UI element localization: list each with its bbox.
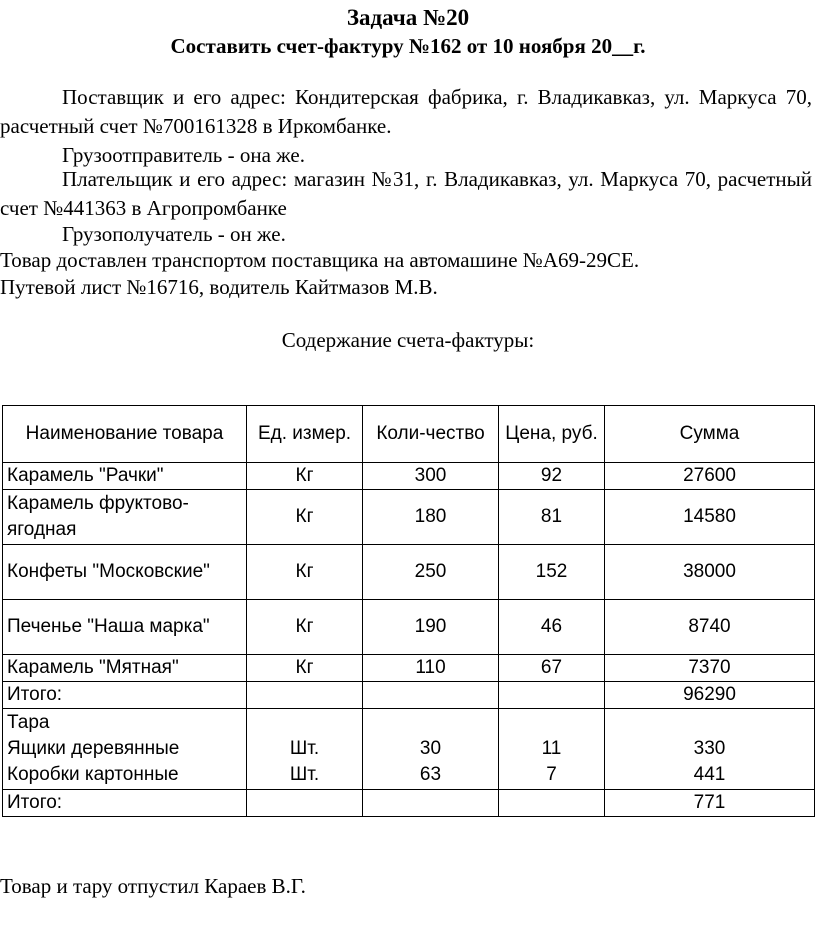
tara-units <box>247 709 363 790</box>
product-price: 67 <box>499 655 605 682</box>
product-name: Конфеты "Московские" <box>3 545 247 600</box>
tara-item-price: 11 <box>541 738 562 759</box>
tara-qtys <box>363 709 499 790</box>
waybill-paragraph: Путевой лист №16716, водитель Кайтмазов М.В. <box>0 275 438 299</box>
tara-prices <box>499 709 605 790</box>
task-subtitle: Составить счет-фактуру №162 от 10 ноября 20__г. <box>170 34 646 58</box>
total-row-goods <box>3 682 815 709</box>
product-sum: 8740 <box>605 600 815 655</box>
product-sum: 7370 <box>605 655 815 682</box>
product-unit: Кг <box>247 655 363 682</box>
product-unit: Кг <box>247 545 363 600</box>
product-qty: 110 <box>363 655 499 682</box>
tara-row <box>3 709 815 790</box>
header-name: Наименование товара <box>3 406 247 463</box>
task-title: Задача №20 <box>346 5 470 30</box>
tara-item-name: Коробки картонные <box>7 764 179 785</box>
product-name: Печенье "Наша марка" <box>3 600 247 655</box>
invoice-table <box>2 405 815 817</box>
product-name: Карамель фруктово-ягодная <box>3 490 247 545</box>
product-qty: 300 <box>363 463 499 490</box>
tara-sums <box>605 709 815 790</box>
header-unit: Ед. измер. <box>247 406 363 463</box>
product-unit: Кг <box>247 463 363 490</box>
product-sum: 14580 <box>605 490 815 545</box>
product-price: 46 <box>499 600 605 655</box>
product-price: 152 <box>499 545 605 600</box>
total-sum: 96290 <box>605 682 815 709</box>
table-header-row <box>3 406 815 463</box>
product-sum: 38000 <box>605 545 815 600</box>
payer-paragraph: Плательщик и его адрес: магазин №31, г. Владикавказ, ул. Маркуса 70, расчетный счет №441363 в Агропромбанке <box>0 167 812 220</box>
released-by-line: Товар и тару отпустил Караев В.Г. <box>0 874 306 898</box>
tara-item-unit: Шт. <box>289 764 320 785</box>
product-qty: 190 <box>363 600 499 655</box>
tara-item-name: Ящики деревянные <box>7 738 180 759</box>
tara-item-price: 7 <box>546 764 557 785</box>
total-sum: 771 <box>605 790 815 817</box>
table-row <box>3 545 815 600</box>
product-unit: Кг <box>247 490 363 545</box>
product-qty: 250 <box>363 545 499 600</box>
product-qty: 180 <box>363 490 499 545</box>
transport-paragraph: Товар доставлен транспортом поставщика на автомашине №А69-29СЕ. <box>0 248 640 272</box>
invoice-contents-title: Содержание счета-фактуры: <box>281 328 535 352</box>
product-price: 81 <box>499 490 605 545</box>
table-row <box>3 463 815 490</box>
table-row <box>3 490 815 545</box>
header-sum: Сумма <box>605 406 815 463</box>
header-price: Цена, руб. <box>499 406 605 463</box>
product-name: Карамель "Мятная" <box>3 655 247 682</box>
tara-item-qty: 63 <box>419 764 442 785</box>
tara-item-qty: 30 <box>419 738 442 759</box>
product-name: Карамель "Рачки" <box>3 463 247 490</box>
total-row-tara <box>3 790 815 817</box>
tara-item-sum: 441 <box>693 764 726 785</box>
table-row <box>3 600 815 655</box>
total-label: Итого: <box>3 790 247 817</box>
consignee-paragraph: Грузополучатель - он же. <box>62 222 286 246</box>
shipper-paragraph: Грузоотправитель - она же. <box>62 143 305 167</box>
tara-item-sum: 330 <box>693 738 726 759</box>
table-row <box>3 655 815 682</box>
product-price: 92 <box>499 463 605 490</box>
supplier-paragraph: Поставщик и его адрес: Кондитерская фабрика, г. Владикавказ, ул. Маркуса 70, расчетный счет №700161328 в Иркомбанке. <box>0 85 812 138</box>
total-label: Итого: <box>3 682 247 709</box>
tara-item-unit: Шт. <box>289 738 320 759</box>
tara-label: Тара <box>7 712 50 733</box>
product-unit: Кг <box>247 600 363 655</box>
header-qty: Коли-чество <box>363 406 499 463</box>
tara-names <box>3 709 247 790</box>
product-sum: 27600 <box>605 463 815 490</box>
